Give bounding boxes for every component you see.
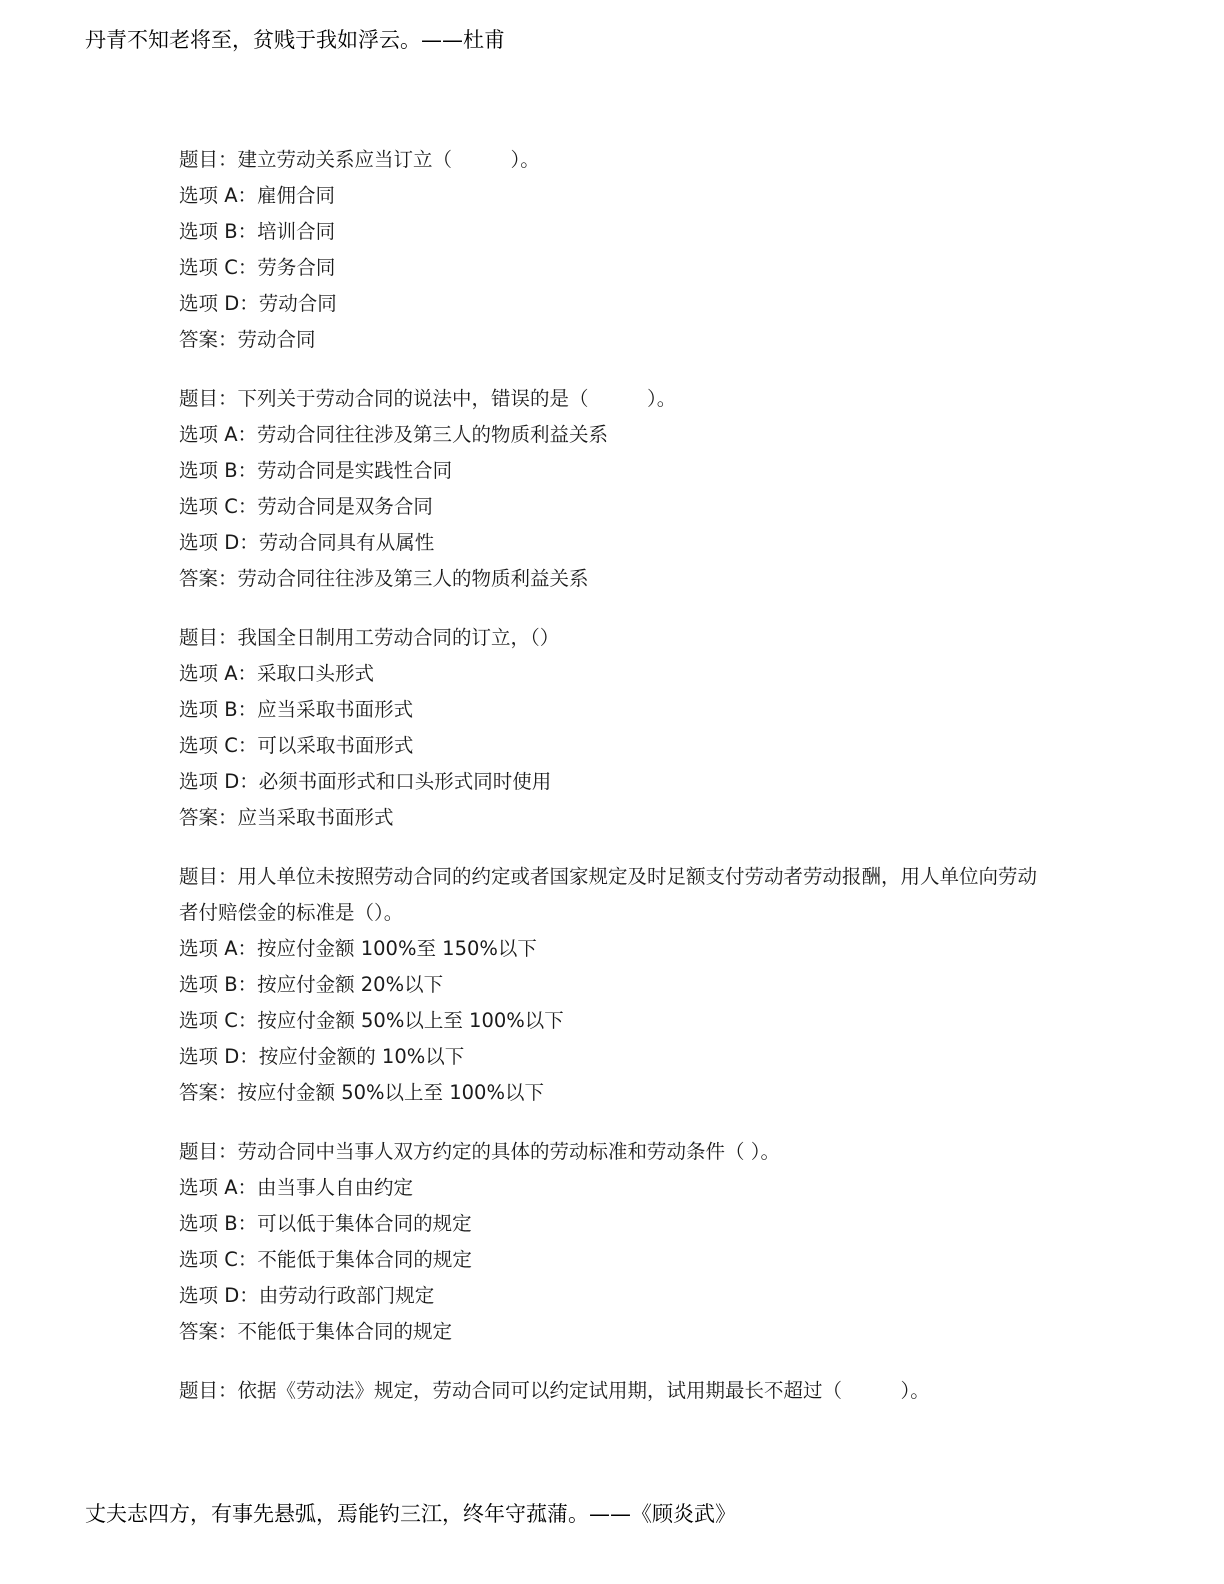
question-block — [179, 1134, 1039, 1350]
question-block — [179, 859, 1039, 1111]
question-block — [179, 620, 1039, 836]
answer-text: 答案：劳动合同 — [179, 328, 316, 351]
answer-text: 答案：应当采取书面形式 — [179, 806, 394, 829]
option-d: 选项 D：必须书面形式和口头形式同时使用 — [179, 770, 552, 793]
option-c: 选项 C：劳务合同 — [179, 256, 336, 279]
answer-text: 答案：劳动合同往往涉及第三人的物质利益关系 — [179, 567, 589, 590]
question-text: 题目：建立劳动关系应当订立（ ）。 — [179, 148, 540, 171]
option-a: 选项 A：由当事人自由约定 — [179, 1176, 414, 1199]
question-block — [179, 1373, 1039, 1409]
option-c: 选项 C：可以采取书面形式 — [179, 734, 414, 757]
option-a: 选项 A：采取口头形式 — [179, 662, 375, 685]
option-a: 选项 A：雇佣合同 — [179, 184, 336, 207]
answer-text: 答案：按应付金额 50%以上至 100%以下 — [179, 1081, 544, 1104]
option-a: 选项 A：劳动合同往往涉及第三人的物质利益关系 — [179, 423, 609, 446]
option-c: 选项 C：劳动合同是双务合同 — [179, 495, 433, 518]
question-text: 题目：下列关于劳动合同的说法中，错误的是（ ）。 — [179, 387, 677, 410]
option-b: 选项 B：按应付金额 20%以下 — [179, 973, 444, 996]
question-text: 题目：我国全日制用工劳动合同的订立，（） — [179, 626, 560, 649]
option-d: 选项 D：劳动合同具有从属性 — [179, 531, 435, 554]
option-b: 选项 B：劳动合同是实践性合同 — [179, 459, 453, 482]
option-d: 选项 D：按应付金额的 10%以下 — [179, 1045, 465, 1068]
option-b: 选项 B：可以低于集体合同的规定 — [179, 1212, 472, 1235]
question-block — [179, 381, 1039, 597]
option-c: 选项 C：不能低于集体合同的规定 — [179, 1248, 472, 1271]
answer-text: 答案：不能低于集体合同的规定 — [179, 1320, 453, 1343]
question-text: 题目：依据《劳动法》规定，劳动合同可以约定试用期，试用期最长不超过（ ）。 — [179, 1379, 930, 1402]
header-quote: 丹青不知老将至，贫贱于我如浮云。——杜甫 — [85, 28, 505, 52]
question-block — [179, 142, 1039, 358]
option-d: 选项 D：劳动合同 — [179, 292, 337, 315]
option-d: 选项 D：由劳动行政部门规定 — [179, 1284, 435, 1307]
footer-quote: 丈夫志四方，有事先悬弧，焉能钓三江，终年守菰蒲。——《顾炎武》 — [85, 1502, 736, 1526]
question-list — [179, 142, 1039, 1432]
option-c: 选项 C：按应付金额 50%以上至 100%以下 — [179, 1009, 564, 1032]
question-text: 题目：用人单位未按照劳动合同的约定或者国家规定及时足额支付劳动者劳动报酬，用人单位向劳动者付赔偿金的标准是（）。 — [179, 865, 1038, 924]
question-text: 题目：劳动合同中当事人双方约定的具体的劳动标准和劳动条件（ ）。 — [179, 1140, 780, 1163]
option-b: 选项 B：培训合同 — [179, 220, 336, 243]
option-b: 选项 B：应当采取书面形式 — [179, 698, 414, 721]
option-a: 选项 A：按应付金额 100%至 150%以下 — [179, 937, 537, 960]
